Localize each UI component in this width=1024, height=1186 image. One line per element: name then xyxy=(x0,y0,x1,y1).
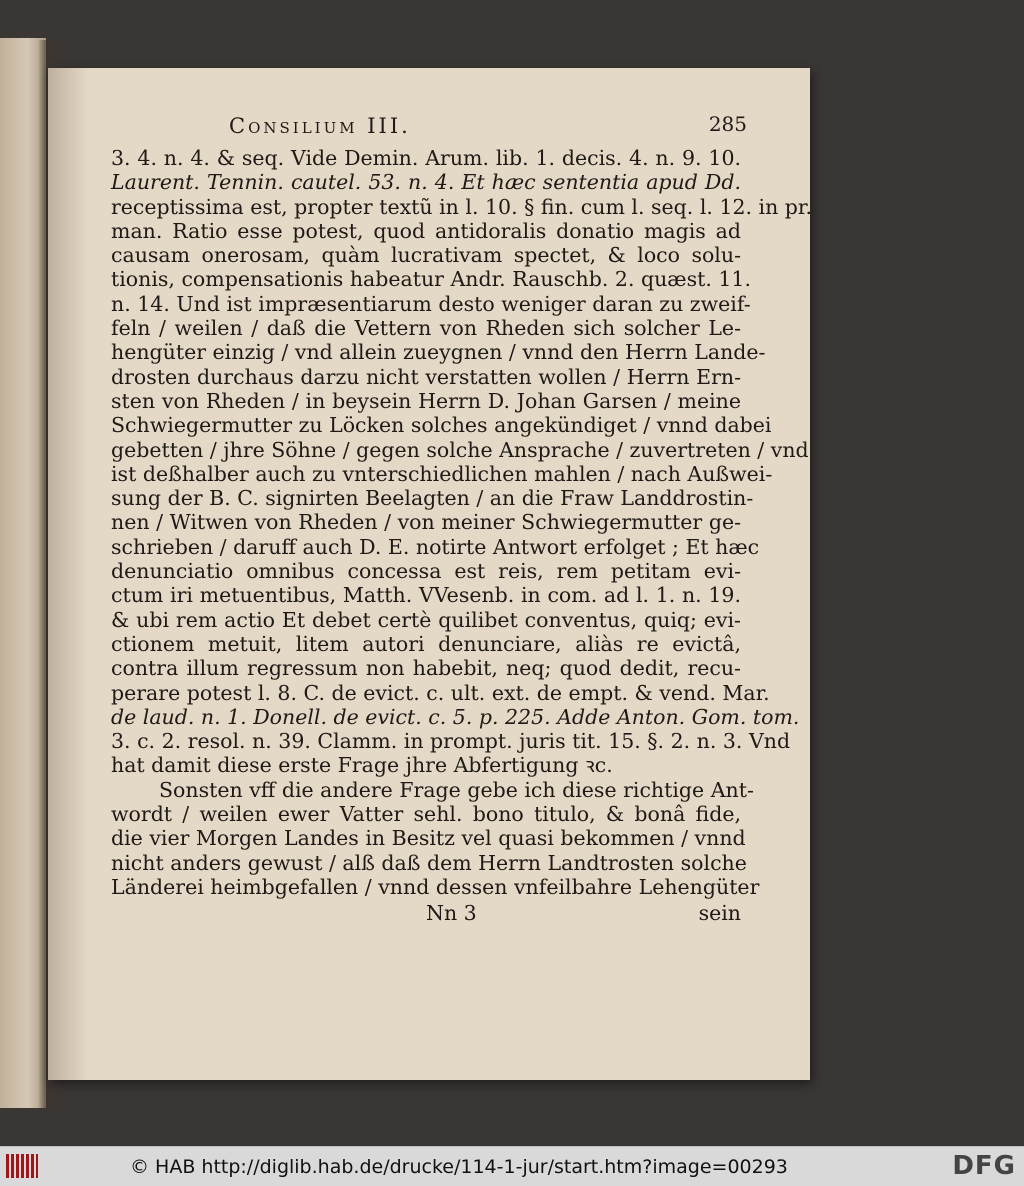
text-line: de laud. n. 1. Donell. de evict. c. 5. p. 225. Adde Anton. Gom. tom. xyxy=(111,704,800,729)
catchword: sein xyxy=(698,901,741,926)
text-line: perare potest l. 8. C. de evict. c. ult. ext. de empt. & vend. Mar. xyxy=(111,680,770,705)
text-line: hengüter einzig / vnd allein zueygnen / vnnd den Herrn Lande- xyxy=(111,340,766,365)
text-line: & ubi rem actio Et debet certè quilibet conventus, quiq; evi- xyxy=(111,607,741,632)
text-line: tionis, compensationis habeatur Andr. Rauschb. 2. quæst. 11. xyxy=(111,267,751,292)
text-line: sten von Rheden / in beysein Herrn D. Johan Garsen / meine xyxy=(111,388,741,413)
text-line: ctionem metuit, litem autori denunciare, aliàs re evictâ, xyxy=(111,631,741,656)
text-line: Schwiegermutter zu Löcken solches angekündiget / vnnd dabei xyxy=(111,413,772,438)
dfg-logo: DFG xyxy=(952,1151,1016,1181)
text-line: denunciatio omnibus concessa est reis, rem petitam evi- xyxy=(111,559,741,584)
text-line: hat damit diese erste Frage jhre Abfertigung ꝛc. xyxy=(111,753,613,778)
text-line: feln / weilen / daß die Vettern von Rheden sich solcher Le- xyxy=(111,316,741,341)
text-line: man. Ratio esse potest, quod antidoralis donatio magis ad xyxy=(111,218,741,243)
page-header xyxy=(111,112,747,146)
text-line: Länderei heimbgefallen / vnnd dessen vnfeilbahre Lehengüter xyxy=(111,874,760,899)
text-line: Sonsten vff die andere Frage gebe ich diese richtige Ant- xyxy=(159,777,754,802)
book-page xyxy=(48,68,810,1080)
page-number: 285 xyxy=(708,112,747,136)
text-line: wordt / weilen ewer Vatter sehl. bono titulo, & bonâ fide, xyxy=(111,802,741,827)
hab-logo-icon xyxy=(6,1154,38,1178)
text-block xyxy=(111,112,812,927)
text-line: nen / Witwen von Rheden / von meiner Schwiegermutter ge- xyxy=(111,510,741,535)
text-line: gebetten / jhre Söhne / gegen solche Ansprache / zuvertreten / vnd xyxy=(111,437,809,462)
text-line: Laurent. Tennin. cautel. 53. n. 4. Et hæc sententia apud Dd. xyxy=(111,170,741,195)
text-line: receptissima est, propter textũ in l. 10. § fin. cum l. seq. l. 12. in pr. xyxy=(111,194,812,219)
text-line: contra illum regressum non habebit, neq; quod dedit, recu- xyxy=(111,656,741,681)
text-line: 3. 4. n. 4. & seq. Vide Demin. Arum. lib. 1. decis. 4. n. 9. 10. xyxy=(111,146,741,170)
running-head: Consilium III. xyxy=(229,114,411,138)
text-line: ctum iri metuentibus, Matth. VVesenb. in com. ad l. 1. n. 19. xyxy=(111,583,741,608)
text-line: die vier Morgen Landes in Besitz vel quasi bekommen / vnnd xyxy=(111,826,746,851)
text-line: schrieben / daruff auch D. E. notirte Antwort erfolget ; Et hæc xyxy=(111,534,760,559)
text-line: n. 14. Und ist impræsentiarum desto weniger daran zu zweif- xyxy=(111,291,751,316)
text-line: nicht anders gewust / alß daß dem Herrn Landtrosten solche xyxy=(111,850,747,875)
viewer-footer xyxy=(0,1146,1024,1186)
text-line: drosten durchaus darzu nicht verstatten wollen / Herrn Ern- xyxy=(111,364,741,389)
signature-mark: Nn 3 xyxy=(426,901,477,926)
citation-link[interactable]: © HAB http://diglib.hab.de/drucke/114-1-jur/start.htm?image=00293 xyxy=(130,1156,788,1178)
text-line: 3. c. 2. resol. n. 39. Clamm. in prompt. juris tit. 15. §. 2. n. 3. Vnd xyxy=(111,729,791,754)
text-line: ist deßhalber auch zu vnterschiedlichen mahlen / nach Außwei- xyxy=(111,461,773,486)
text-line: sung der B. C. signirten Beelagten / an die Fraw Landdrostin- xyxy=(111,486,754,511)
text-line: causam onerosam, quàm lucrativam spectet, & loco solu- xyxy=(111,243,741,268)
page-footer xyxy=(111,899,741,927)
